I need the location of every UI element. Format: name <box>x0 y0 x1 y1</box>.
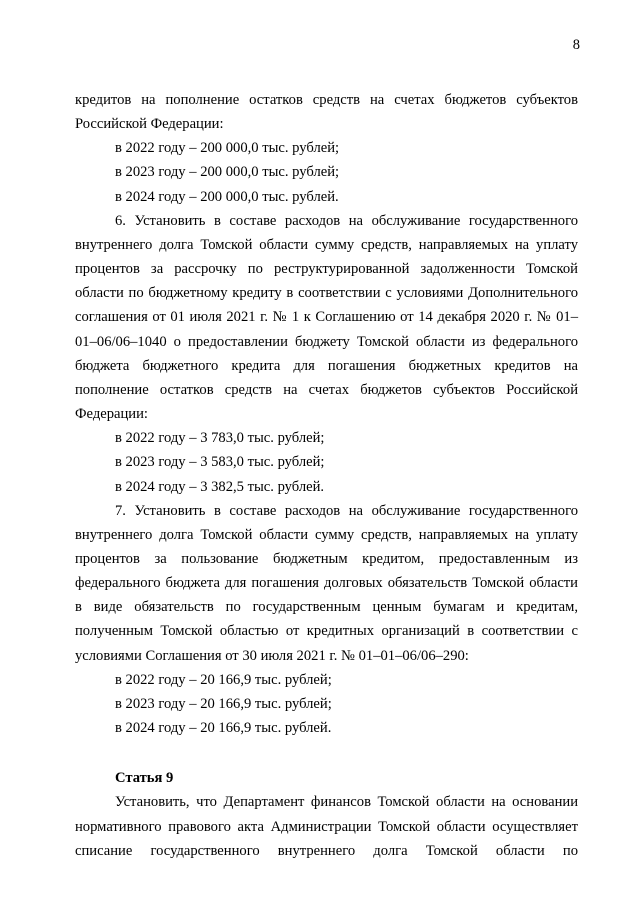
list-item: в 2022 году – 20 166,9 тыс. рублей; <box>115 671 332 688</box>
document-body <box>75 88 578 863</box>
list-item: в 2022 году – 200 000,0 тыс. рублей; <box>115 140 340 157</box>
list-item: в 2023 году – 3 583,0 тыс. рублей; <box>115 454 325 471</box>
list-item: в 2024 году – 20 166,9 тыс. рублей. <box>115 720 332 737</box>
paragraph-continuation: кредитов на пополнение остатков средств на счетах бюджетов субъектов Российской Федерации: <box>75 92 578 133</box>
list-item: в 2023 году – 20 166,9 тыс. рублей; <box>115 695 332 712</box>
page-number: 8 <box>572 37 580 53</box>
paragraph-item-7: 7. Установить в составе расходов на обслуживание государственного внутреннего долга Томской области сумму средств, направляемых на уплату процентов за пользование бюджетным кредитом, предоставленным из федерального бюджета для погашения долговых обязательств Томской области в виде обязательств по государственным ценным бумагам и кредитам, полученным Томской областью от кредитных организаций в соответствии с условиями Соглашения от 30 июля 2021 г. № 01–01–06/06–290: <box>75 502 578 664</box>
list-item: в 2022 году – 3 783,0 тыс. рублей; <box>115 430 325 447</box>
list-item: в 2024 году – 200 000,0 тыс. рублей. <box>115 188 339 205</box>
paragraph-article-9: Установить, что Департамент финансов Томской области на основании нормативного правового акта Администрации Томской области осуществляет списание государственного внутреннего долга Томской области по <box>75 794 578 859</box>
list-item: в 2024 году – 3 382,5 тыс. рублей. <box>115 478 325 495</box>
list-item: в 2023 году – 200 000,0 тыс. рублей; <box>115 164 340 181</box>
paragraph-item-6: 6. Установить в составе расходов на обслуживание государственного внутреннего долга Томской области сумму средств, направляемых на уплату процентов за рассрочку по реструктурированной задолженности Томской области по бюджетному кредиту в соответствии с условиями Дополнительного соглашения от 01 июля 2021 г. № 1 к Соглашению от 14 декабря 2020 г. № 01–01–06/06–1040 о предоставлении бюджету Томской области из федерального бюджета бюджетного кредита для погашения бюджетных кредитов на пополнение остатков средств на счетах бюджетов субъектов Российской Федерации: <box>75 212 578 423</box>
article-heading: Статья 9 <box>115 770 174 787</box>
